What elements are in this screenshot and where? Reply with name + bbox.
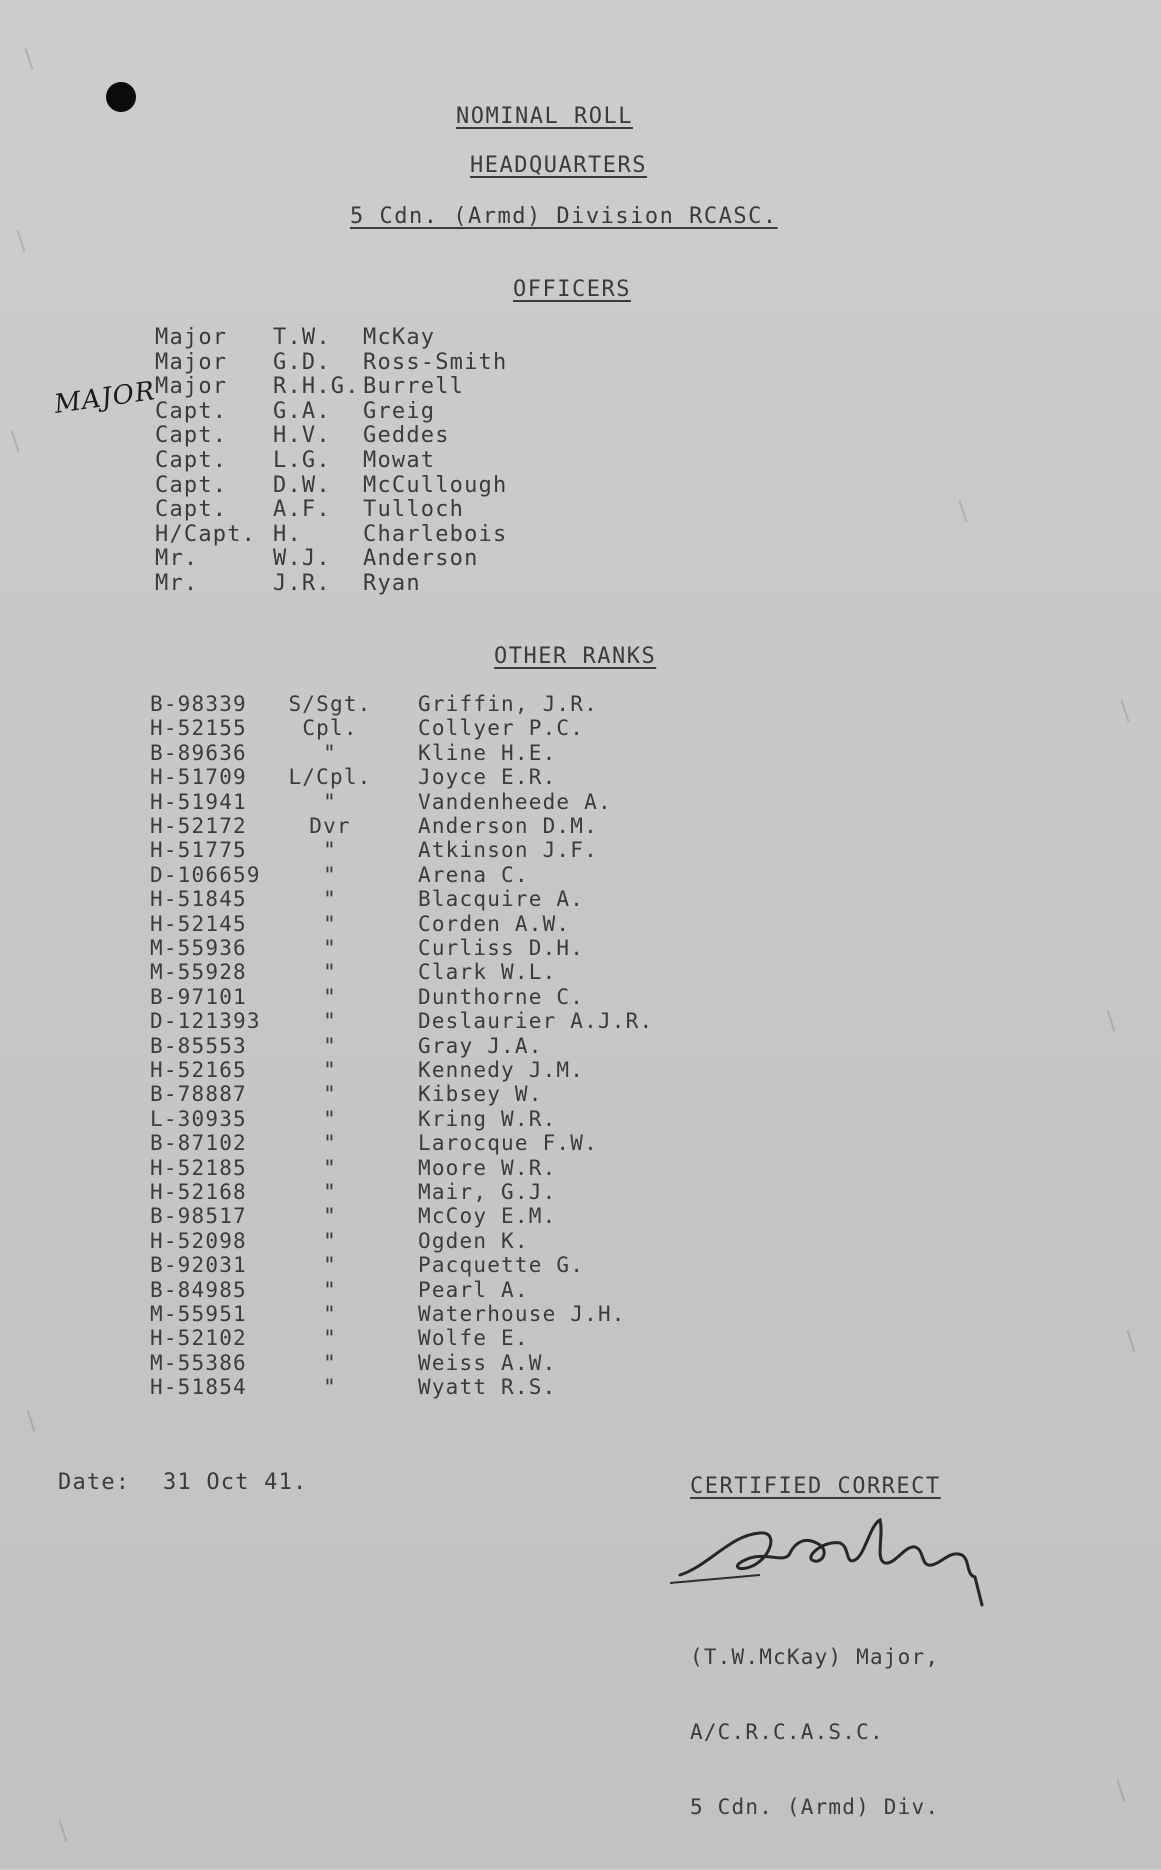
document-subtitle: HEADQUARTERS bbox=[470, 153, 647, 178]
service-number: H-52168 bbox=[150, 1180, 247, 1204]
rank: " bbox=[323, 1155, 337, 1180]
service-number: M-55936 bbox=[150, 936, 247, 960]
officer-surname: Charlebois bbox=[363, 521, 508, 547]
officer-rank: Major bbox=[155, 374, 228, 400]
officer-initials: H.V. bbox=[273, 423, 331, 449]
other-ranks-heading: OTHER RANKS bbox=[494, 644, 657, 669]
officer-rank: Capt. bbox=[155, 497, 228, 523]
rank: " bbox=[323, 1058, 337, 1082]
service-number: H-51709 bbox=[150, 765, 247, 790]
signatory-title: A/C.R.C.A.S.C. bbox=[690, 1720, 884, 1744]
service-number: B-87102 bbox=[150, 1131, 247, 1156]
date-value: 31 Oct 41. bbox=[163, 1470, 308, 1495]
soldier-name: Kibsey W. bbox=[418, 1082, 543, 1107]
service-number: H-52185 bbox=[150, 1155, 247, 1180]
officer-initials: T.W. bbox=[273, 325, 331, 350]
officer-surname: McKay bbox=[363, 325, 436, 350]
officer-initials: R.H.G. bbox=[273, 374, 360, 400]
service-number: B-84985 bbox=[150, 1277, 247, 1302]
soldier-name: Deslaurier A.J.R. bbox=[418, 1009, 654, 1034]
officer-surname: Burrell bbox=[363, 374, 465, 400]
soldier-name: Mair, G.J. bbox=[418, 1180, 557, 1204]
soldier-name: Arena C. bbox=[418, 862, 529, 887]
service-number: H-52165 bbox=[150, 1058, 247, 1082]
soldier-name: Wyatt R.S. bbox=[418, 1375, 557, 1400]
soldier-name: Curliss D.H. bbox=[418, 936, 585, 960]
officer-rank: Mr. bbox=[155, 571, 199, 596]
service-number: L-30935 bbox=[150, 1106, 247, 1131]
soldier-name: Waterhouse J.H. bbox=[418, 1302, 626, 1326]
service-number: M-55386 bbox=[150, 1350, 247, 1375]
officer-initials: L.G. bbox=[273, 448, 331, 473]
officer-surname: Geddes bbox=[363, 423, 450, 449]
rank: " bbox=[323, 984, 337, 1009]
rank: S/Sgt. bbox=[288, 692, 372, 716]
service-number: B-85553 bbox=[150, 1033, 247, 1058]
service-number: H-52098 bbox=[150, 1228, 247, 1253]
rank: " bbox=[323, 960, 337, 985]
rank: " bbox=[323, 936, 337, 960]
handwritten-annotation: MAJOR bbox=[52, 376, 158, 420]
scan-mark bbox=[27, 1410, 36, 1432]
officer-rank: Major bbox=[155, 325, 228, 350]
rank: " bbox=[323, 789, 337, 814]
service-number: B-98339 bbox=[150, 692, 247, 716]
service-number: H-52145 bbox=[150, 911, 247, 936]
rank: " bbox=[323, 1228, 337, 1253]
soldier-name: Kring W.R. bbox=[418, 1106, 557, 1131]
date-label: Date: bbox=[58, 1470, 131, 1495]
officer-initials: G.D. bbox=[273, 349, 331, 375]
soldier-name: Joyce E.R. bbox=[418, 765, 557, 790]
scan-mark bbox=[959, 500, 968, 522]
soldier-name: Larocque F.W. bbox=[418, 1131, 598, 1156]
soldier-name: McCoy E.M. bbox=[418, 1204, 557, 1229]
rank: L/Cpl. bbox=[288, 765, 372, 790]
service-number: B-98517 bbox=[150, 1204, 247, 1229]
rank: " bbox=[323, 1326, 337, 1351]
rank: " bbox=[323, 1106, 337, 1131]
service-number: H-52102 bbox=[150, 1326, 247, 1351]
service-number: H-51941 bbox=[150, 789, 247, 814]
punch-hole bbox=[106, 82, 136, 112]
officer-surname: Tulloch bbox=[363, 497, 465, 523]
scan-mark bbox=[1127, 1330, 1136, 1352]
officer-surname: Ryan bbox=[363, 571, 421, 596]
soldier-name: Anderson D.M. bbox=[418, 814, 598, 838]
rank: " bbox=[323, 1302, 337, 1326]
service-number: H-51845 bbox=[150, 887, 247, 912]
document-title: NOMINAL ROLL bbox=[456, 104, 633, 129]
rank: Dvr bbox=[309, 814, 351, 838]
rank: " bbox=[323, 887, 337, 912]
soldier-name: Pearl A. bbox=[418, 1277, 529, 1302]
officer-surname: McCullough bbox=[363, 472, 508, 498]
service-number: H-51775 bbox=[150, 838, 247, 863]
officer-initials: G.A. bbox=[273, 398, 331, 424]
rank: " bbox=[323, 862, 337, 887]
rank: " bbox=[323, 1253, 337, 1278]
soldier-name: Moore W.R. bbox=[418, 1155, 557, 1180]
officer-rank: Capt. bbox=[155, 423, 228, 449]
certified-correct: CERTIFIED CORRECT bbox=[690, 1474, 941, 1499]
rank: Cpl. bbox=[302, 716, 358, 741]
rank: " bbox=[323, 1375, 337, 1400]
rank: " bbox=[323, 1204, 337, 1229]
soldier-name: Griffin, J.R. bbox=[418, 692, 598, 716]
scan-mark bbox=[1107, 1010, 1116, 1032]
soldier-name: Kennedy J.M. bbox=[418, 1058, 585, 1082]
officer-surname: Mowat bbox=[363, 448, 436, 473]
soldier-name: Gray J.A. bbox=[418, 1033, 543, 1058]
soldier-name: Blacquire A. bbox=[418, 887, 585, 912]
soldier-name: Kline H.E. bbox=[418, 740, 557, 765]
officer-rank: Major bbox=[155, 349, 228, 375]
officer-initials: H. bbox=[273, 521, 302, 547]
soldier-name: Wolfe E. bbox=[418, 1326, 529, 1351]
signatory-name: (T.W.McKay) Major, bbox=[690, 1645, 940, 1669]
soldier-name: Clark W.L. bbox=[418, 960, 557, 985]
soldier-name: Vandenheede A. bbox=[418, 789, 612, 814]
rank: " bbox=[323, 838, 337, 863]
service-number: B-89636 bbox=[150, 740, 247, 765]
scan-mark bbox=[17, 230, 26, 252]
rank: " bbox=[323, 1033, 337, 1058]
rank: " bbox=[323, 911, 337, 936]
service-number: H-51854 bbox=[150, 1375, 247, 1400]
soldier-name: Ogden K. bbox=[418, 1228, 529, 1253]
officer-initials: J.R. bbox=[273, 571, 331, 596]
signatory-unit: 5 Cdn. (Armd) Div. bbox=[690, 1795, 940, 1819]
service-number: D-106659 bbox=[150, 862, 261, 887]
rank: " bbox=[323, 1082, 337, 1107]
rank: " bbox=[323, 1350, 337, 1375]
soldier-name: Corden A.W. bbox=[418, 911, 571, 936]
officer-rank: Capt. bbox=[155, 448, 228, 473]
officers-heading: OFFICERS bbox=[513, 277, 631, 302]
officer-rank: Capt. bbox=[155, 398, 228, 424]
scan-mark bbox=[1117, 1780, 1126, 1802]
signatory-block bbox=[690, 1595, 939, 1870]
scan-mark bbox=[59, 1820, 68, 1842]
service-number: B-78887 bbox=[150, 1082, 247, 1107]
service-number: B-92031 bbox=[150, 1253, 247, 1278]
service-number: M-55951 bbox=[150, 1302, 247, 1326]
officer-rank: H/Capt. bbox=[155, 521, 257, 547]
service-number: H-52172 bbox=[150, 814, 247, 838]
unit-name: 5 Cdn. (Armd) Division RCASC. bbox=[350, 204, 778, 229]
rank: " bbox=[323, 1009, 337, 1034]
soldier-name: Atkinson J.F. bbox=[418, 838, 598, 863]
scan-mark bbox=[1121, 700, 1130, 722]
service-number: H-52155 bbox=[150, 716, 247, 741]
officer-surname: Greig bbox=[363, 398, 436, 424]
rank: " bbox=[323, 740, 337, 765]
officer-surname: Anderson bbox=[363, 546, 479, 572]
service-number: M-55928 bbox=[150, 960, 247, 985]
officer-initials: D.W. bbox=[273, 472, 331, 498]
officer-initials: A.F. bbox=[273, 497, 331, 523]
service-number: B-97101 bbox=[150, 984, 247, 1009]
rank: " bbox=[323, 1277, 337, 1302]
service-number: D-121393 bbox=[150, 1009, 261, 1034]
officer-surname: Ross-Smith bbox=[363, 349, 508, 375]
soldier-name: Collyer P.C. bbox=[418, 716, 585, 741]
soldier-name: Dunthorne C. bbox=[418, 984, 585, 1009]
officer-initials: W.J. bbox=[273, 546, 331, 572]
soldier-name: Weiss A.W. bbox=[418, 1350, 557, 1375]
scan-mark bbox=[11, 430, 20, 452]
officer-rank: Mr. bbox=[155, 546, 199, 572]
rank: " bbox=[323, 1131, 337, 1156]
officer-rank: Capt. bbox=[155, 472, 228, 498]
scan-mark bbox=[25, 48, 34, 70]
soldier-name: Pacquette G. bbox=[418, 1253, 585, 1278]
rank: " bbox=[323, 1180, 337, 1204]
